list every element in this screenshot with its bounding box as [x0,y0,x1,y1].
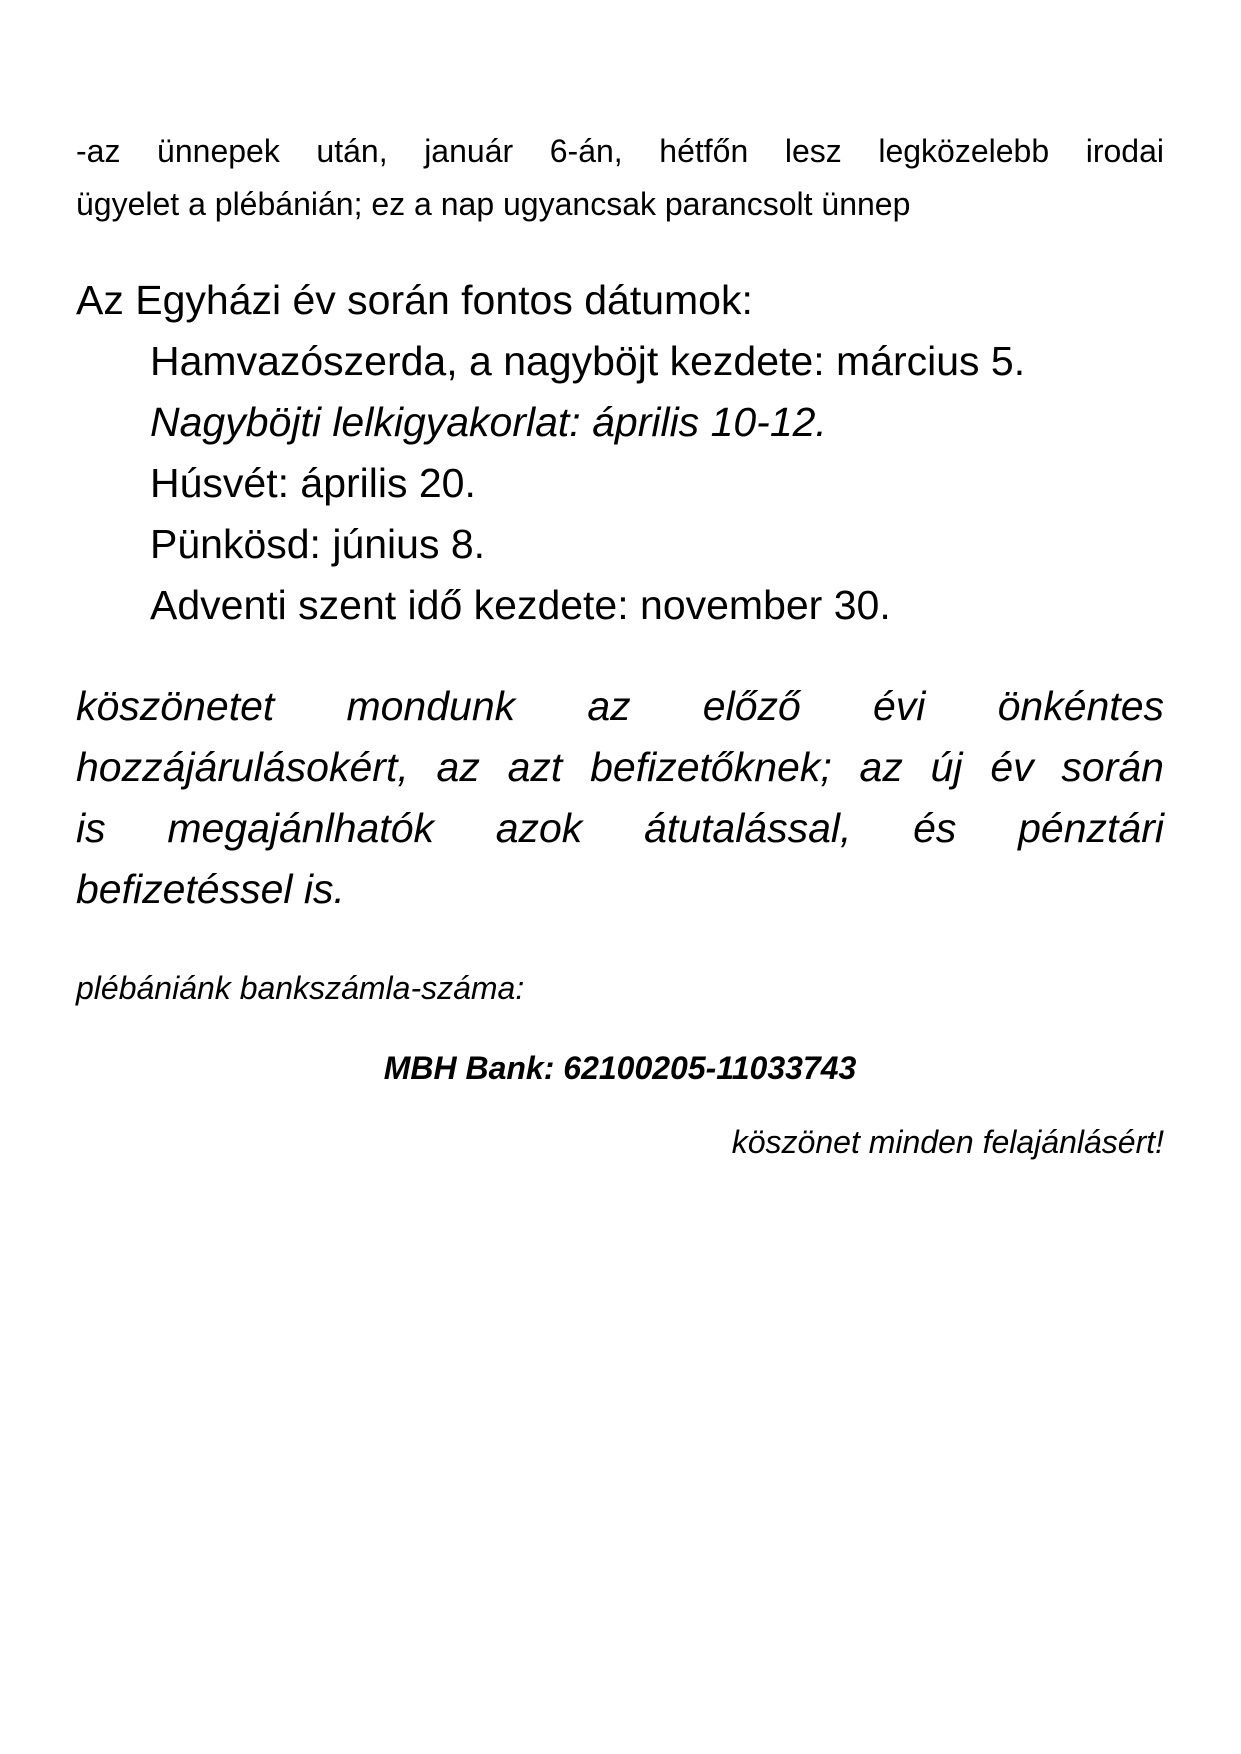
thanks-line-2: hozzájárulásokért, az azt befizetőknek; az új év során [76,744,1164,790]
date-item-lent-retreat: Nagyböjti lelkigyakorlat: április 10-12. [150,399,827,445]
bank-account-number: MBH Bank: 62100205-11033743 [383,1050,857,1086]
bank-account-label: plébániánk bankszámla-száma: [76,970,525,1006]
thanks-line-1: köszönetet mondunk az előző évi önkéntes [76,683,1164,729]
thanks-paragraph [76,676,1164,920]
notice-line-1: -az ünnepek után, január 6-án, hétfőn lesz legközelebb irodai [76,133,1164,169]
document-content [76,125,1164,1162]
thanks-line-3: is megajánlhatók azok átutalással, és pénztári [76,805,1164,851]
notice-line-2: ügyelet a plébánián; ez a nap ugyancsak parancsolt ünnep [76,186,911,222]
office-hours-notice [76,125,1164,231]
date-item-ash-wednesday: Hamvazószerda, a nagyböjt kezdete: március 5. [150,338,1026,384]
date-item-advent: Adventi szent idő kezdete: november 30. [150,582,891,628]
date-item-pentecost: Pünkösd: június 8. [150,521,486,567]
closing-thanks: köszönet minden felajánlásért! [731,1124,1164,1160]
important-dates-list [76,331,1164,636]
important-dates-heading: Az Egyházi év során fontos dátumok: [76,277,753,323]
date-item-easter: Húsvét: április 20. [150,460,476,506]
thanks-line-4: befizetéssel is. [76,866,345,912]
